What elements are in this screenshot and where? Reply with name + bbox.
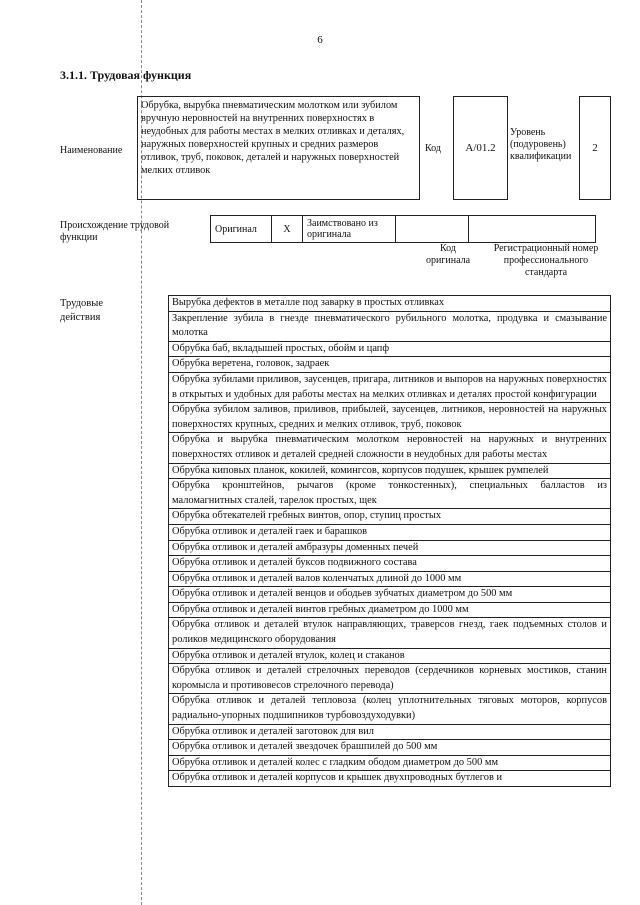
- origin-table: [210, 215, 596, 243]
- page-number: 6: [317, 34, 323, 46]
- origin-label: Происхождение трудовой функции: [60, 220, 170, 243]
- labor-action-row: Обрубка обтекателей гребных винтов, опор, ступиц простых: [168, 509, 611, 525]
- borrowed-label: Заимствовано из оригинала: [303, 216, 396, 243]
- labor-action-row: Обрубка отливок и деталей втулок направляющих, траверсов гнезд, гаек подъемных столов и роликов медицинского оборудования: [168, 618, 611, 648]
- labor-action-row: Закрепление зубила в гнезде пневматического рубильного молотка, продувка и смазывание молотка: [168, 312, 611, 342]
- labor-actions-label: Трудовые действия: [60, 298, 103, 323]
- labor-action-row: Обрубка отливок и деталей венцов и ободьев зубчатых диаметром до 500 мм: [168, 587, 611, 603]
- labor-action-row: Обрубка отливок и деталей колес с гладким ободом диаметром до 500 мм: [168, 756, 611, 772]
- labor-actions-table: [168, 295, 611, 787]
- labor-action-row: Обрубка отливок и деталей буксов подвижного состава: [168, 556, 611, 572]
- labor-action-row: Обрубка отливок и деталей заготовок для вил: [168, 725, 611, 741]
- labor-action-row: Обрубка и вырубка пневматическим молотком неровностей на наружных и внутренних поверхностях отливок и деталей средней сложности в неудобных для работы местах: [168, 433, 611, 463]
- labor-action-row: Обрубка отливок и деталей винтов гребных диаметром до 1000 мм: [168, 603, 611, 619]
- labor-action-row: Обрубка отливок и деталей тепловоза (колец уплотнительных тяговых моторов, корпусов радиально-упорных подшипников турбовоздуходувки): [168, 694, 611, 724]
- code-original-cell: [396, 216, 469, 243]
- labor-action-row: Обрубка киповых планок, кокилей, комингсов, корпусов подушек, крышек румпелей: [168, 464, 611, 480]
- labor-action-row: Обрубка отливок и деталей стрелочных переводов (сердечников корневых мостиков, станин коромысла и противовесов стрелочного перевода): [168, 664, 611, 694]
- reg-number-cell: [469, 216, 596, 243]
- labor-action-row: Обрубка отливок и деталей гаек и барашков: [168, 525, 611, 541]
- labor-action-row: Обрубка зубилом заливов, приливов, прибылей, заусенцев, литников, неровностей на наружных поверхностях крупных, средних и мелких отливок, труб, поковок: [168, 403, 611, 433]
- naimenovanie-label: Наименование: [60, 145, 123, 156]
- kod-label: Код: [425, 143, 441, 154]
- function-name-box: Обрубка, вырубка пневматическим молотком или зубилом вручную неровностей на внутренних поверхностях в неудобных для работы местах в мелких отливках и деталях, наружных поверхностей крупных и средних размеров отливок, труб, поковок, деталей и наружных поверхностей мелких отливок: [137, 96, 420, 200]
- labor-action-row: Вырубка дефектов в металле под заварку в простых отливках: [168, 296, 611, 312]
- kod-value-box: A/01.2: [453, 96, 508, 200]
- labor-action-row: Обрубка баб, вкладышей простых, обойм и цапф: [168, 342, 611, 358]
- labor-action-row: Обрубка кронштейнов, рычагов (кроме тонкостенных), специальных балластов из маломагнитных сталей, тарелок простых, щек: [168, 479, 611, 509]
- labor-action-row: Обрубка зубилами приливов, заусенцев, пригара, литников и выпоров на наружных поверхностях в открытых и удобных для работы местах на мелких отливках и деталях простой конфигурации: [168, 373, 611, 403]
- level-value-box: 2: [579, 96, 611, 200]
- labor-action-row: Обрубка отливок и деталей корпусов и крышек двухпроводных бутлегов и: [168, 771, 611, 787]
- original-mark: X: [272, 216, 303, 243]
- labor-action-row: Обрубка отливок и деталей звездочек брашпилей до 500 мм: [168, 740, 611, 756]
- level-label: Уровень (подуровень) квалификации: [510, 127, 572, 162]
- section-heading: 3.1.1. Трудовая функция: [60, 68, 192, 82]
- labor-action-row: Обрубка отливок и деталей амбразуры доменных печей: [168, 541, 611, 557]
- labor-action-row: Обрубка веретена, головок, задраек: [168, 357, 611, 373]
- reg-number-label: Регистрационный номер профессионального стандарта: [493, 243, 599, 278]
- labor-action-row: Обрубка отливок и деталей валов коленчатых длиной до 1000 мм: [168, 572, 611, 588]
- labor-action-row: Обрубка отливок и деталей втулок, колец и стаканов: [168, 649, 611, 665]
- code-original-label: Код оригинала: [425, 243, 471, 266]
- original-label: Оригинал: [211, 216, 272, 243]
